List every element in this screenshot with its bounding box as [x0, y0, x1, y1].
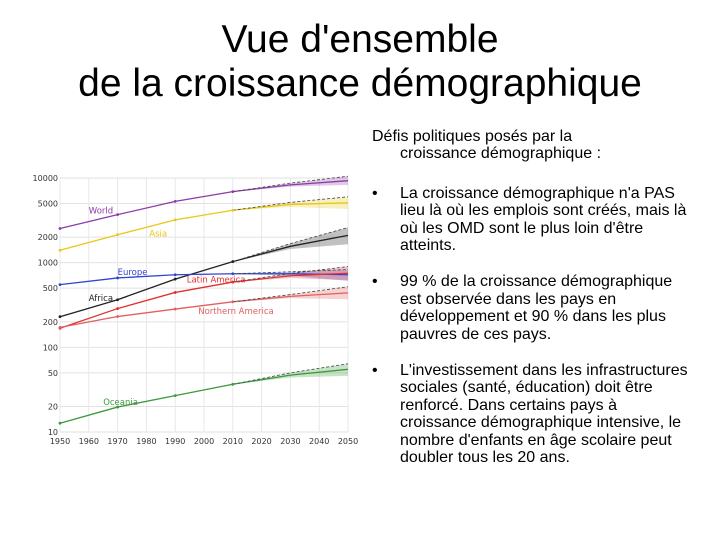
data-point — [231, 260, 234, 263]
text-panel — [372, 128, 692, 467]
intro-line-2: croissance démographique : — [400, 145, 602, 163]
x-tick-label: 1980 — [136, 437, 157, 446]
bullet-text: 99 % de la croissance démographique est observée dans les pays en développement et 90 % dans les plus pauvres de ces pays. — [400, 273, 673, 343]
y-tick-label: 10000 — [32, 174, 58, 183]
data-point — [59, 227, 62, 230]
data-point — [231, 300, 234, 303]
y-tick-label: 1000 — [37, 258, 58, 268]
data-point — [231, 190, 234, 193]
y-tick-label: 50 — [47, 368, 58, 378]
population-chart — [30, 170, 360, 450]
x-tick-label: 1960 — [78, 437, 99, 446]
bullet-list — [372, 185, 692, 467]
slide-title — [0, 18, 720, 106]
x-tick-label: 1950 — [49, 437, 71, 446]
data-point — [231, 209, 234, 212]
data-point — [116, 233, 119, 236]
y-tick-label: 500 — [42, 284, 58, 294]
data-point — [59, 283, 62, 286]
title-line-1: Vue d'ensemble — [221, 18, 499, 61]
bullet-text: L'investissement dans les infrastructures sociales (santé, éducation) doit être renforcé. Dans certains pays à croissance démographique intensive, le nombre d'enfants en âge scolaire peut doubler tous les 20 ans. — [400, 362, 688, 467]
y-tick-label: 100 — [42, 343, 58, 353]
data-point — [174, 200, 177, 203]
x-tick-label: 2010 — [222, 437, 243, 446]
data-point — [59, 326, 62, 329]
series-label: World — [88, 206, 114, 217]
series-label: Oceania — [103, 398, 138, 409]
data-point — [174, 273, 177, 276]
title-line-2: de la croissance démographique — [78, 62, 642, 105]
data-point — [174, 218, 177, 221]
data-point — [174, 278, 177, 281]
y-tick-label: 10 — [47, 428, 58, 437]
x-tick-label: 2050 — [337, 437, 359, 446]
y-tick-label: 2000 — [37, 233, 58, 243]
x-tick-label: 2040 — [309, 437, 330, 446]
data-point — [174, 308, 177, 311]
y-tick-label: 20 — [47, 402, 58, 412]
data-point — [116, 298, 119, 301]
bullet-item — [372, 185, 692, 255]
bullet-marker: • — [372, 184, 378, 202]
data-point — [59, 315, 62, 318]
bullet-item — [372, 362, 692, 466]
data-point — [231, 383, 234, 386]
bullet-item — [372, 273, 692, 343]
x-tick-label: 1990 — [165, 437, 186, 446]
series-label: Africa — [88, 294, 114, 305]
bullet-marker: • — [372, 273, 378, 291]
intro-line-1: Défis politiques posés par la — [372, 128, 573, 145]
y-tick-label: 200 — [42, 317, 58, 327]
intro-text — [372, 128, 692, 163]
x-tick-label: 2000 — [193, 437, 215, 446]
x-tick-label: 2020 — [251, 437, 272, 446]
y-tick-label: 5000 — [37, 199, 58, 209]
data-point — [116, 307, 119, 310]
series-label: Asia — [149, 229, 168, 240]
y-tick-labels — [33, 174, 58, 437]
series-label: Latin America — [186, 275, 246, 286]
x-tick-label: 2030 — [280, 437, 301, 446]
series-label: Europe — [117, 267, 148, 278]
data-point — [116, 315, 119, 318]
bullet-text: La croissance démographique n'a PAS lieu là où les emplois sont créés, mais là où les OMD sont le plus loin d'être atteints. — [400, 184, 687, 255]
series-label: Northern America — [198, 307, 274, 318]
x-tick-labels — [50, 437, 358, 446]
data-point — [59, 422, 62, 425]
data-point — [116, 213, 119, 216]
x-tick-label: 1970 — [107, 437, 128, 446]
data-point — [174, 394, 177, 397]
bullet-marker: • — [372, 362, 378, 380]
data-point — [59, 249, 62, 252]
data-point — [174, 291, 177, 294]
